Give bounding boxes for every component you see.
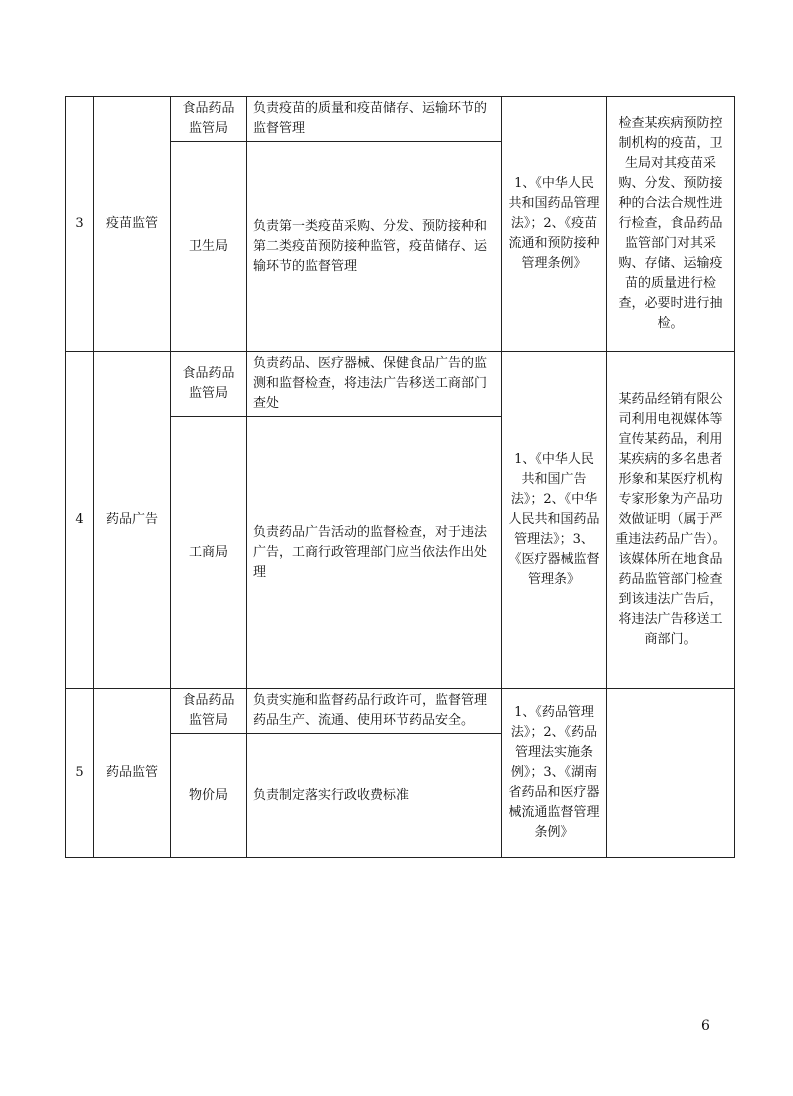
department-duty: 负责实施和监督药品行政许可，监督管理药品生产、流通、使用环节药品安全。 bbox=[247, 689, 502, 734]
department-duty: 负责药品广告活动的监督检查，对于违法广告，工商行政管理部门应当依法作出处理 bbox=[247, 417, 502, 689]
department: 物价局 bbox=[171, 734, 247, 858]
department: 工商局 bbox=[171, 417, 247, 689]
row-number: 5 bbox=[66, 689, 94, 858]
department: 食品药品监管局 bbox=[171, 689, 247, 734]
case-example: 检查某疾病预防控制机构的疫苗，卫生局对其疫苗采购、分发、预防接种的合法合规性进行检查，食品药品监管部门对其采购、存储、运输疫苗的质量进行检查，必要时进行抽检。 bbox=[607, 97, 735, 352]
department: 食品药品监管局 bbox=[171, 352, 247, 417]
regulation-area: 药品监管 bbox=[94, 689, 171, 858]
legal-basis: 1、《中华人民共和国药品管理法》；2、《疫苗流通和预防接种管理条例》 bbox=[502, 97, 607, 352]
department: 食品药品监管局 bbox=[171, 97, 247, 142]
regulation-area: 疫苗监管 bbox=[94, 97, 171, 352]
table-row bbox=[66, 352, 735, 417]
department-duty: 负责制定落实行政收费标准 bbox=[247, 734, 502, 858]
regulation-area: 药品广告 bbox=[94, 352, 171, 689]
case-example: 某药品经销有限公司利用电视媒体等宣传某药品，利用某疾病的多名患者形象和某医疗机构专家形象为产品功效做证明（属于严重违法药品广告）。该媒体所在地食品药品监管部门检查到该违法广告后，将违法广告移送工商部门。 bbox=[607, 352, 735, 689]
department-duty: 负责疫苗的质量和疫苗储存、运输环节的监督管理 bbox=[247, 97, 502, 142]
regulation-table bbox=[65, 96, 735, 858]
row-number: 3 bbox=[66, 97, 94, 352]
legal-basis: 1、《药品管理法》；2、《药品管理法实施条例》；3、《湖南省药品和医疗器械流通监督管理条例》 bbox=[502, 689, 607, 858]
department-duty: 负责第一类疫苗采购、分发、预防接种和第二类疫苗预防接种监管，疫苗储存、运输环节的监督管理 bbox=[247, 142, 502, 352]
table-row bbox=[66, 97, 735, 142]
legal-basis: 1、《中华人民共和国广告法》；2、《中华人民共和国药品管理法》；3、《医疗器械监督管理条》 bbox=[502, 352, 607, 689]
case-example bbox=[607, 689, 735, 858]
department: 卫生局 bbox=[171, 142, 247, 352]
table-row bbox=[66, 689, 735, 734]
row-number: 4 bbox=[66, 352, 94, 689]
department-duty: 负责药品、医疗器械、保健食品广告的监测和监督检查，将违法广告移送工商部门查处 bbox=[247, 352, 502, 417]
page-number: 6 bbox=[701, 1018, 710, 1034]
